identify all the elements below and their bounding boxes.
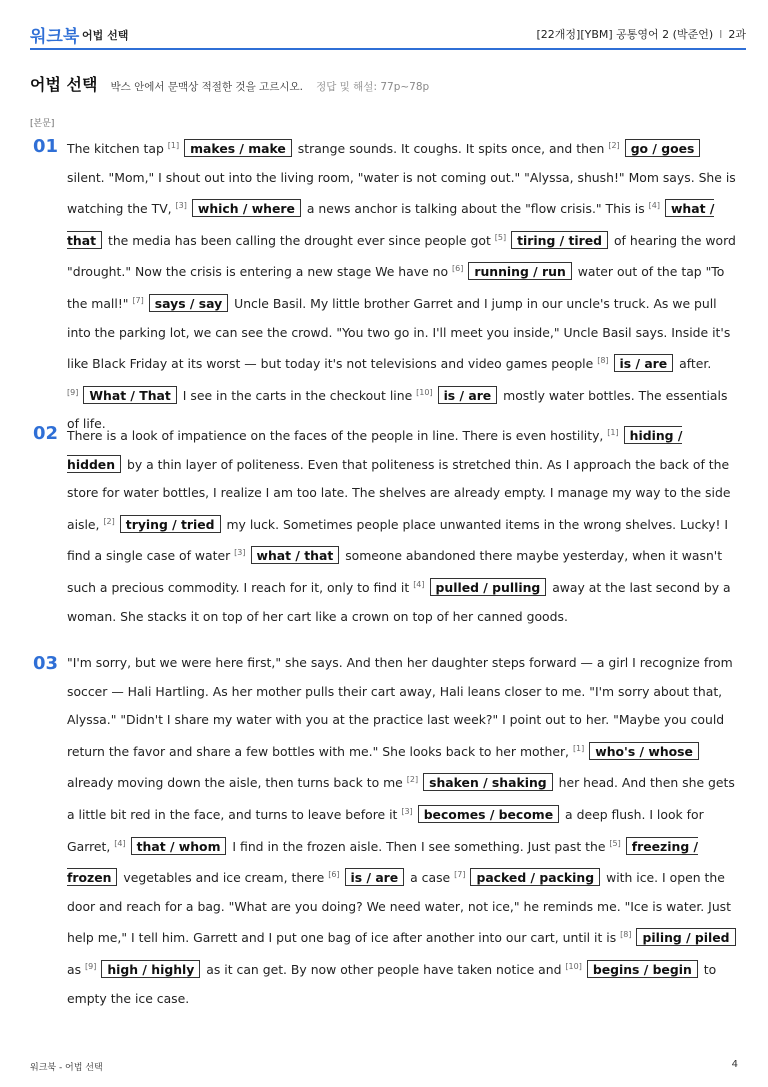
passage-text-run: water out of the tap "To the mall!" [67,264,725,311]
question-number: [8] [597,356,609,366]
choice-box: high / highly [101,960,200,978]
passage-text-run: with ice. I open the door and reach for a bag. "What are you doing? We need water, not ice," he reminds me. "Ice is water. Just help me," I tell him. Garrett and I put one bag of ice after another into our cart, until it is [67,870,731,946]
choice-box: what / that [251,546,340,564]
choice-box: hiding / hidden [67,428,683,472]
passage-number: 02 [33,423,59,444]
lesson-label: 2과 [728,28,746,41]
choice-box: which / where [192,199,301,217]
question-number: [3] [175,201,187,211]
passage-text-run: "I'm sorry, but we were here first," she says. And then her daughter steps forward — a girl I recognize from soccer — Hali Hartling. As her mother pulls their cart away, Hali leans closer to me. "I'm sorry about that, Alyssa." "Didn't I share my water with you at the practice last week?" I point out to her. "Maybe you could return the favor and share a few bottles with me." She looks back to her mother, [67,655,733,759]
choice-box: pulled / pulling [430,578,547,596]
passage-text-run: the media has been calling the drought ever since people got [104,232,495,248]
choice-box: go / goes [625,139,701,157]
question-number: [7] [132,295,144,305]
text-label: [본문] [30,119,55,129]
choice-box: makes / make [184,139,292,157]
question-number: [8] [620,930,632,940]
question-number: [4] [413,579,425,589]
question-number: [3] [234,548,246,558]
choice-box: is / are [345,868,405,886]
choice-box: becomes / become [418,805,559,823]
passage-number: 03 [33,653,59,674]
choice-box: running / run [468,262,571,280]
header-book-info [537,26,747,42]
question-number: [5] [609,838,621,848]
choice-box: says / say [149,294,228,312]
question-number: [9] [67,387,79,397]
question-number: [2] [103,516,115,526]
choice-box: tiring / tired [511,231,608,249]
passage-text-run: I find in the frozen aisle. Then I see something. Just past the [228,838,610,854]
choice-box: piling / piled [636,928,735,946]
section-label: 어법 선택 [82,29,129,42]
question-number: [3] [401,806,413,816]
question-number: [4] [114,838,126,848]
choice-box: is / are [614,354,674,372]
question-number: [4] [648,201,660,211]
passage-text-run: There is a look of impatience on the faces of the people in line. There is even hostility, [67,428,608,443]
book-title: [22개정][YBM] 공통영어 2 (박준언) [536,28,714,41]
passage-text-run: my luck. Sometimes people place unwanted items in the wrong shelves. Lucky! I find a single case of water [67,516,729,564]
question-number: [6] [328,870,340,880]
passage-text-run: already moving down the aisle, then turns back to me [67,775,407,791]
question-number: [1] [572,743,585,753]
instruction-text: 박스 안에서 문맥상 적절한 것을 고르시오. [110,81,303,93]
passage-text-run: Uncle Basil. My little brother Garret and I jump in our uncle's truck. As we pull into the parking lot, we can see the crowd. "You two go in. I'll meet you inside," Uncle Basil says. Inside it's like Black Friday at its worst — but today it's not televisions and video games people [67,295,731,372]
question-number: [10] [416,387,433,397]
passage-text-run: her head. And then she gets a little bit red in the face, and turns to leave before it [67,775,735,822]
question-number: [2] [406,775,419,785]
choice-box: who's / whose [589,742,699,760]
choice-box: What / That [83,386,176,404]
passage-text-run: a case [406,870,455,886]
answer-reference: 정답 및 해설: 77p~78p [316,81,430,93]
question-number: [1] [607,428,619,437]
question-number: [7] [454,870,466,880]
choice-box: what / that [67,201,715,248]
footer-label: 워크북 - 어법 선택 [30,1063,103,1073]
passage-text-run: as it can get. By now other people have taken notice and [202,961,566,977]
choice-box: packed / packing [470,868,600,886]
choice-box: is / are [438,386,498,404]
question-number: [10] [565,961,582,971]
choice-box: that / whom [131,837,227,855]
page-header [30,18,746,50]
passage-text-run: silent. "Mom," I shout out into the living room, "water is not coming out." "Alyssa, shush!" Mom says. She is watching the TV, [67,169,736,217]
passage-text-run: I see in the carts in the checkout line [178,387,417,403]
passage-text-run: of hearing the word "drought." Now the crisis is entering a new stage We have no [67,232,736,280]
question-number: [1] [167,141,180,150]
passage-text-run: strange sounds. It coughs. It spits once, and then [293,141,609,156]
page-number: 4 [731,1059,738,1070]
choice-box: shaken / shaking [423,773,553,791]
passage-text-run: away at the last second by a woman. She stacks it on top of her cart like a crown on top of her canned goods. [67,579,731,624]
passage-text [67,649,742,1013]
title-row [30,72,429,95]
brand-label: 워크북 [30,27,80,47]
passage-text-run: vegetables and ice cream, there [119,870,329,886]
passage-text-run: to empty the ice case. [67,961,717,1006]
passage-text-run: as [67,961,85,977]
header-separator: I [719,28,723,41]
page-title: 어법 선택 [30,75,98,94]
question-number: [2] [608,141,620,150]
passage-text [67,132,742,439]
question-number: [9] [85,961,97,971]
passage-text [67,419,742,631]
choice-box: trying / tried [120,515,221,533]
passage-text-run: by a thin layer of politeness. Even that politeness is stretched thin. As I approach the back of the store for water bottles, I realize I am too late. The shelves are already empty. I manage my way to the side aisle, [67,456,731,532]
passage-text-run: someone abandoned there maybe yesterday, when it wasn't such a precious commodity. I reach for it, only to find it [67,548,723,595]
passage-text-run: mostly water bottles. The essentials of life. [67,387,728,432]
choice-box: begins / begin [587,960,698,978]
passage-text-run: after. [675,356,712,372]
passage-text-run: a news anchor is talking about the "flow crisis." This is [302,201,649,217]
question-number: [6] [452,264,464,274]
passage-text-run: The kitchen tap [67,141,168,156]
passage-text-run: a deep flush. I look for Garret, [67,806,704,854]
choice-box: freezing / frozen [67,838,699,886]
question-number: [5] [494,232,507,242]
passage-number: 01 [33,136,59,157]
